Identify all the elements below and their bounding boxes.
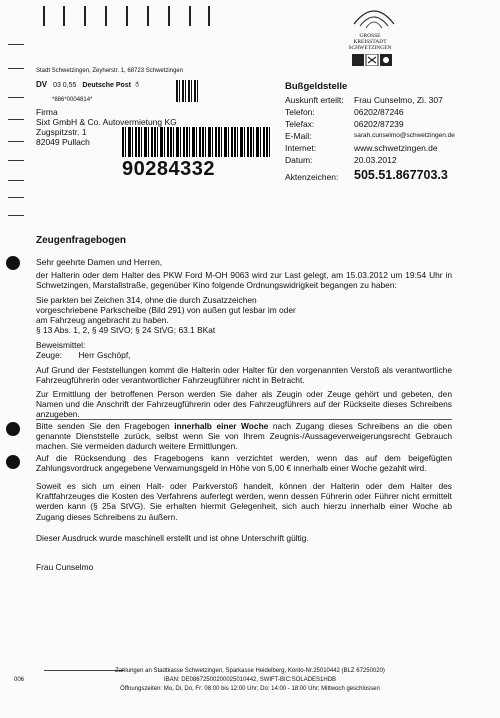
postage-info (36, 78, 141, 90)
coat-of-arms-logo (352, 4, 396, 30)
separator-line (36, 419, 452, 420)
fax-value: 06202/87239 (354, 119, 404, 129)
sender-line: Stadt Schwetzingen, Zeyherstr. 1, 68723 Schwetzingen (36, 68, 184, 74)
phone-label: Telefon: (285, 107, 315, 117)
footer-line-1: Zahlungen an Stadtkasse Schwetzingen, Sparkasse Heidelberg, Konto-Nr.25010442 (BLZ 67250020) (115, 668, 385, 674)
office-name: Bußgeldstelle (285, 81, 348, 92)
contact-label: Auskunft erteilt: (285, 95, 344, 105)
offense-description: Sie parkten bei Zeichen 314, ohne die durch Zusatzzeichen vorgeschriebene Parkscheibe (Bild 291) von außen gut lesbar im oder am Fahrzeug angebracht zu haben. (36, 295, 296, 326)
paragraph-responsibility: Auf Grund der Feststellungen kommt die Halterin oder Halter für den vorgenannten Verstoß als verantwortliche Fahrzeugführerin oder verantwortlicher Fahrzeugführer nicht in Betracht. (36, 365, 452, 386)
footer-line-2: IBAN: DE08672500200025010442, SWIFT-BIC:SOLADES1HDB (163, 677, 337, 683)
logo-line-3: SCHWETZINGEN (348, 45, 392, 51)
file-number-value: 505.51.867703.3 (354, 168, 448, 182)
return-text-b: nach Zugang dieses Schreibens an die oben genannte Dienststelle zurück, selbst wenn Sie von Ihrem Zeugnis-/Aussageverweigerungsrecht Gebrauch machen. Sie vermeiden dadurch weitere Ermittlungen. (36, 421, 452, 452)
barcode-number: 90284332 (122, 158, 215, 180)
punch-hole-lower (6, 455, 20, 469)
machine-print-notice: Dieser Ausdruck wurde maschinell erstellt und ist ohne Unterschrift gültig. (36, 533, 309, 543)
evidence-label: Beweismittel: (36, 340, 86, 350)
email-value[interactable]: sarah.cunselmo@schwetzingen.de (354, 132, 455, 139)
paragraph-identification: Zur Ermittlung der betroffenen Person werden Sie daher als Zeugin oder Zeuge gehört und gebeten, den Namen und die Anschrift der Fahrzeugführerin oder des Fahrzeugführers auf der Rückseite dieses Schreibens anzugeben. (36, 389, 452, 420)
logo-line-1: GROSSE (359, 33, 381, 39)
heraldic-shields (352, 53, 394, 71)
reference-code: *886*0004814* (52, 97, 93, 103)
email-label: E-Mail: (285, 131, 312, 141)
date-value: 20.03.2012 (354, 155, 397, 165)
letter-title: Zeugenfragebogen (36, 235, 127, 246)
postage-fee: 03 0,55 (53, 82, 77, 89)
postage-code: DV (36, 80, 48, 89)
punch-hole-top (6, 256, 20, 270)
postage-matrix-code (176, 80, 198, 102)
page-code: 006 (14, 677, 25, 683)
web-value[interactable]: www.schwetzingen.de (354, 143, 438, 153)
paragraph-costs: Soweit es sich um einen Halt- oder Parkverstoß handelt, können der Halterin oder dem Halter des Kraftfahrzeuges die Kosten des Verfahrens auferlegt werden, wenn dessen Führerin oder Führer nicht ermittelt werden kann (§ 25a StVG). Sie erhalten hiermit Gelegenheit, sich auch hierzu innerhalb einer Woche ab Zugang dieses Schreibens zu äußern. (36, 481, 452, 522)
postage-carrier: Deutsche Post (82, 82, 132, 89)
paragraph-allegation: der Halterin oder dem Halter des PKW Ford M-OH 9063 wird zur Last gelegt, am 15.03.2012 um 19:54 Uhr in Schwetzingen, Marstallstraße, gegenüber Kino folgende Ordnungswidrigkeit begangen zu haben: (36, 270, 452, 291)
fax-label: Telefax: (285, 119, 315, 129)
city-logo-text (330, 33, 410, 51)
recipient-name: Sixt GmbH & Co. Autovermietung KG (36, 117, 177, 127)
return-deadline: innerhalb einer Woche (174, 421, 269, 431)
contact-value: Frau Cunselmo, Zi. 307 (354, 95, 443, 105)
recipient-city: 82049 Pullach (36, 137, 90, 147)
return-text-a: Bitte senden Sie den Fragebogen (36, 421, 175, 431)
web-label: Internet: (285, 143, 317, 153)
greeting: Sehr geehrte Damen und Herren, (36, 257, 163, 267)
paragraph-return-request (36, 421, 452, 452)
barcode (122, 127, 272, 157)
punch-hole-middle (6, 422, 20, 436)
signature-name: Frau Cunselmo (36, 562, 94, 572)
logo-line-2: KREISSTADT (353, 39, 387, 45)
recipient-salutation: Firma (36, 107, 58, 117)
footer-line-3: Öffnungszeiten: Mo, Di, Do, Fr: 08:00 bis 12:00 Uhr; Do: 14:00 - 18:00 Uhr; Mittwoch geschlossen (120, 686, 380, 692)
paragraph-payment-option: Auf die Rücksendung des Fragebogens kann verzichtet werden, wenn das auf dem beigefügten Zahlungsvordruck angegebene Verwarnungsgeld in Höhe von 5,00 € innerhalb einer Woche gezahlt wird. (36, 453, 452, 474)
witness-line: Zeuge: Herr Gschöpf, (36, 350, 131, 360)
recipient-street: Zugspitzstr. 1 (36, 127, 87, 137)
phone-value: 06202/87246 (354, 107, 404, 117)
legal-basis: § 13 Abs. 1, 2, § 49 StVO; § 24 StVG; 63.1 BKat (36, 325, 216, 335)
file-number-label: Aktenzeichen: (285, 172, 339, 182)
posthorn-icon: ♁ (132, 78, 142, 90)
date-label: Datum: (285, 155, 313, 165)
footer-bank-info (40, 667, 460, 694)
